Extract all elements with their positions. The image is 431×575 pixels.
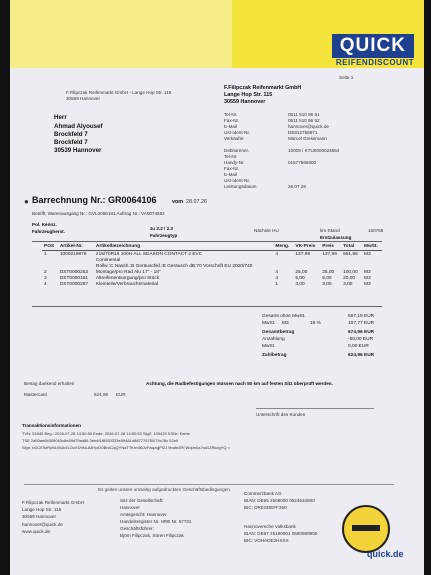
page-number: Seite 1 [339, 75, 354, 80]
cell: 551,96 [343, 251, 358, 257]
cell: 5,00 [295, 275, 305, 281]
footer-rule [24, 484, 394, 485]
invoice-paper [10, 0, 424, 575]
transaction-line-2: TSE 2a50ae6b308063c8e59d79ad88 3eb4f1f8530333e59481d8877767f0079c78c 52e9 [22, 438, 179, 443]
items-table [42, 243, 382, 287]
sender-line: F.Filipczak Reifenmarkt GmbH - Lange Hop Str. 115 [66, 90, 172, 95]
cell: 137,99 [295, 251, 311, 257]
contact-label: Tel-Nr. [224, 154, 238, 159]
table-bottom-rule [32, 306, 382, 307]
col-article-no: Artikel-Nr. [58, 243, 94, 251]
contact-label: Verkäufer [224, 136, 244, 141]
fahrzeugtyp-line: zu 2.2 / 2.3 [150, 226, 173, 231]
payment-currency: EUR [116, 392, 126, 397]
contact-label: E-Mail [224, 124, 238, 129]
vat-rate: 19 % [310, 321, 321, 326]
km-stand-value: 160768 [368, 228, 384, 233]
cell: DST0000253 [59, 269, 89, 275]
cell: 1 [275, 281, 279, 287]
cell: 137,99 [322, 251, 337, 257]
footer-line: Sitz der Gesellschaft: [120, 498, 164, 503]
footer-line: Handelsregister Nr. HRB Nr. 57731 [120, 519, 192, 524]
wheel-warning: Achtung, die Radbefestigungen müssen nach 50 km auf festen Sitz überprüft werden. [146, 381, 333, 386]
payable-value: 624,96 EUR [348, 353, 375, 358]
cell: 25,00 [295, 269, 308, 275]
km-stand-label: km-Stand [320, 228, 340, 233]
cell: Rollw.:C Nassh.:B Geräuschkl.:B Geräusch dB:70 Vorschrift EU 2020/740 [95, 263, 253, 269]
footer-logo: quick.de [367, 549, 404, 559]
sender-city: 30559 Hannover [66, 96, 100, 101]
transaction-title: Transaktionsinformationen [22, 423, 81, 428]
footer-note: Es gelten unsere umseitig aufgedruckten Geschäftsbedingungen. [98, 487, 232, 492]
col-unit-price: VK-Preis [293, 243, 320, 251]
cell: 1 [44, 251, 47, 257]
cell: M3 [363, 269, 371, 275]
footer-line: Lange Hop Str. 115 [22, 507, 62, 512]
invoice-date: 28.07.26 [186, 199, 207, 205]
cell: 4 [275, 275, 279, 281]
cell: 25,00 [322, 269, 335, 275]
footer-line: Björn Filipczak, Sören Filipczak [120, 533, 184, 538]
footer-website-link[interactable]: www.quick.de [22, 529, 51, 534]
invoice-date-label: vom [172, 199, 184, 205]
contact-value: 10009 / KTU0000024654 [288, 148, 340, 153]
footer-line: Hannoversche Volksbank [244, 524, 296, 529]
pol-label: Pol. Kennz. [32, 222, 57, 227]
signature-label: Unterschrift des Kunden [256, 412, 306, 417]
contact-label: Fax-Nr. [224, 166, 240, 171]
cell: 3 [44, 275, 47, 281]
footer-line: BIC: DRESDEFF250 [244, 505, 287, 510]
footer-line: Geschäftsführer: [120, 526, 154, 531]
contact-label: Handy-Nr. [224, 160, 245, 165]
transaction-line-3: Sign: bDCE9zRyNLt5Uk4LOcXD9NLABYpDOBrACqQYNaTTKhv56JvFwqzqjPl2J 9bafe2Rf Wqdn0a7sd1ZRkzgYQ = [22, 445, 230, 450]
bullet-icon: ● [24, 197, 29, 206]
logo-brand: QUICK [332, 34, 414, 58]
recipient-salutation: Herr [54, 114, 67, 121]
cell: Altreifenentsorgung/pro Stück [95, 275, 160, 281]
company-street: Lange Hop Str. 115 [224, 92, 273, 98]
contact-value: Marcel Gressmann [288, 136, 327, 141]
cell: 3,00 [295, 281, 305, 287]
contact-value: 28.07.26 [288, 184, 306, 189]
vat-label: MwSt. [262, 321, 276, 326]
cell: Continental [95, 257, 121, 263]
contact-label: Debitorennr. [224, 148, 250, 153]
payment-method: Mastercard [24, 392, 47, 397]
net-label: Gesamt ohne MwSt. [262, 314, 306, 319]
recipient-street: Brockfeld 7 [54, 131, 88, 138]
col-pos: POS [42, 243, 58, 251]
contact-label: Leistungsdatum [224, 184, 257, 189]
footer-line: Commerzbank AG [244, 491, 282, 496]
company-name: F.Filipczak Reifenmarkt GmbH [224, 85, 302, 91]
footer-line: 30559 Hannover [22, 514, 56, 519]
recipient-street-2: Brockfeld 7 [54, 139, 88, 146]
contact-value: 01577566600 [288, 160, 317, 165]
next-hu-label: Nächste HU [254, 228, 279, 233]
invoice-reference: Betrifft; Warenausgang Nr.: GVL0066181 Auftrag Nr.: VA0074592 [32, 211, 165, 216]
payable-label: Zahlbetrag [262, 353, 287, 358]
deposit-label: Anzahlung [262, 337, 285, 342]
vat-value: 107,77 EUR [348, 321, 375, 326]
table-top-rule [32, 241, 382, 242]
quick-logo [332, 34, 414, 67]
contact-label: E-Mail [224, 172, 238, 177]
contact-value: hannover@quick.de [288, 124, 329, 129]
footer-line: Amtsgericht: Hannover [120, 512, 167, 517]
vat2-label: MwSt. [262, 344, 276, 349]
net-value: 567,19 EUR [348, 314, 375, 319]
contact-label: Ust-Ident-Nr. [224, 130, 251, 135]
erstzulassung-label: Erstzulassung [320, 235, 352, 240]
cell: 100,00 [343, 269, 358, 275]
col-description: Artikelbezeichnung [94, 243, 274, 251]
transaction-line-1: TVN: 51845 Beg.: 2026-07-28 14:50:50 Ende: 2026-07-28 14:50:53 SigZ: 105429 KSNr: Keine [22, 431, 190, 436]
col-total: Total [341, 243, 362, 251]
manufacturer-label: Fahrzeugherst. [32, 229, 65, 234]
cell: M3 [363, 251, 371, 257]
vat-code: M3 [282, 321, 289, 326]
col-vat: MwSt. [362, 243, 382, 251]
total-value: 674,96 EUR [348, 330, 375, 335]
cell: M3 [363, 281, 371, 287]
table-row [42, 281, 382, 287]
cell: DST0000267 [59, 281, 89, 287]
cell: Kleinteile/Verbrauchsmaterial [95, 281, 159, 287]
contact-label: Ust-Ident-Nr. [224, 178, 251, 183]
footer-line: F.Filipczak Reifenmarkt GmbH [22, 500, 85, 505]
col-price: Preis [320, 243, 341, 251]
invoice-title: Barrechnung Nr.: GR0064106 [32, 195, 157, 205]
col-quantity: Meng. [273, 243, 293, 251]
payment-amount: 624,96 [94, 392, 109, 397]
payment-received-label: Betrag dankend erhalten [24, 381, 75, 386]
recipient-name: Ahmad Alyousef [54, 123, 103, 130]
cell: 5,00 [322, 275, 332, 281]
cell: 215/70R16 100H ALL SEASON CONTACT 2 EVC [95, 251, 203, 257]
footer-line: IBAN: DE65 2508000 0524534500 [244, 498, 315, 503]
cell: 1000219879 [59, 251, 87, 257]
contact-label: Fax-Nr. [224, 118, 240, 123]
fahrzeugtyp-label: Fahrzeugtyp [150, 233, 178, 238]
table-header-row [42, 243, 382, 251]
total-label: Gesamtbetrag [262, 330, 295, 335]
signature-line [256, 408, 374, 409]
contact-value: 0511 510 96 52 [288, 118, 320, 123]
cell: 4 [275, 269, 279, 275]
header-band-left [10, 0, 232, 68]
footer-line: IBAN: DE67 25190001 0580989900 [244, 531, 318, 536]
cell: 4 [44, 281, 47, 287]
contact-value: 0511 510 96 51 [288, 112, 320, 117]
footer-line: BIC: VOHADE2HXXX [244, 538, 289, 543]
footer-line: Hannover [120, 505, 140, 510]
company-city: 30559 Hannover [224, 99, 266, 105]
deposit-value: -50,00 EUR [348, 337, 374, 342]
vat2-value: 0,00 EUR [348, 344, 369, 349]
logo-subtitle: REIFENDISCOUNT [335, 58, 414, 67]
cell: M3 [363, 275, 371, 281]
recipient-city: 30539 Hannover [54, 147, 102, 154]
contact-value: DE812758871 [288, 130, 318, 135]
contact-label: Tel-Nr. [224, 112, 238, 117]
cell: 3,00 [322, 281, 332, 287]
cell: 4 [275, 251, 279, 257]
bee-mascot-icon [342, 505, 390, 553]
cell: DST0000161 [59, 275, 89, 281]
footer-email-link[interactable]: hannover@quick.de [22, 522, 63, 527]
cell: 20,00 [343, 275, 356, 281]
cell: Montage/pro Rad Alu 17" - 18" [95, 269, 161, 275]
cell: 2 [44, 269, 47, 275]
cell: 3,00 [343, 281, 353, 287]
